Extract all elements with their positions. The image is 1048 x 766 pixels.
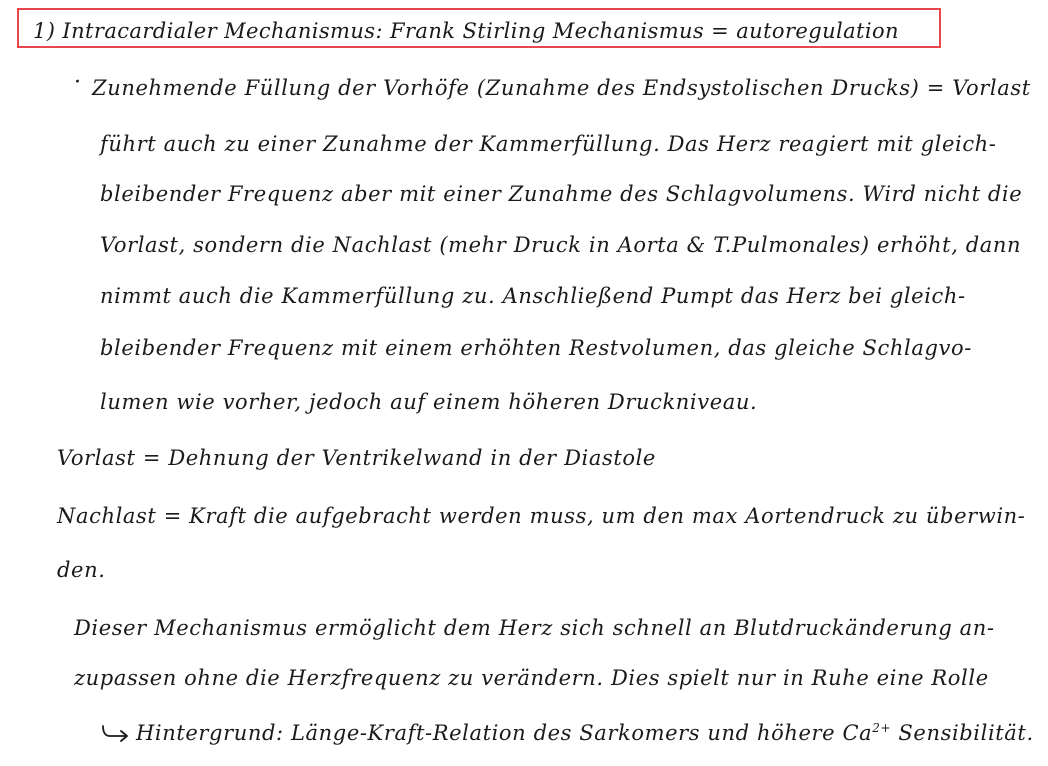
nachlast-definition-continued: den. (57, 558, 106, 582)
background-note (136, 722, 1034, 744)
paragraph-line: führt auch zu einer Zunahme der Kammerfüllung. Das Herz reagiert mit gleich- (100, 132, 997, 156)
paragraph-line: Vorlast, sondern die Nachlast (mehr Druck in Aorta & T.Pulmonales) erhöht, dann (100, 233, 1022, 257)
heading-box (17, 8, 941, 48)
paragraph-line: bleibender Frequenz aber mit einer Zunahme des Schlagvolumens. Wird nicht die (100, 182, 1023, 206)
heading: 1) Intracardialer Mechanismus: Frank Stirling Mechanismus = autoregulation (33, 19, 899, 43)
nachlast-definition: Nachlast = Kraft die aufgebracht werden muss, um den max Aortendruck zu überwin- (57, 504, 1026, 528)
bullet-point: · (74, 70, 81, 95)
paragraph-line: lumen wie vorher, jedoch auf einem höheren Druckniveau. (100, 390, 758, 414)
background-text-end: Sensibilität. (891, 721, 1034, 745)
calcium-charge: 2+ (872, 721, 892, 735)
paragraph-line: nimmt auch die Kammerfüllung zu. Anschließend Pumpt das Herz bei gleich- (100, 284, 966, 308)
paragraph-line: Zunehmende Füllung der Vorhöfe (Zunahme des Endsystolischen Drucks) = Vorlast (92, 76, 1031, 100)
hook-arrow-icon (100, 724, 130, 742)
vorlast-definition: Vorlast = Dehnung der Ventrikelwand in der Diastole (57, 446, 656, 470)
summary-line: Dieser Mechanismus ermöglicht dem Herz sich schnell an Blutdruckänderung an- (74, 616, 995, 640)
paragraph-line: bleibender Frequenz mit einem erhöhten Restvolumen, das gleiche Schlagvo- (100, 336, 972, 360)
summary-line: zupassen ohne die Herzfrequenz zu verändern. Dies spielt nur in Ruhe eine Rolle (74, 666, 989, 690)
background-text: Hintergrund: Länge-Kraft-Relation des Sarkomers und höhere Ca (136, 721, 873, 745)
